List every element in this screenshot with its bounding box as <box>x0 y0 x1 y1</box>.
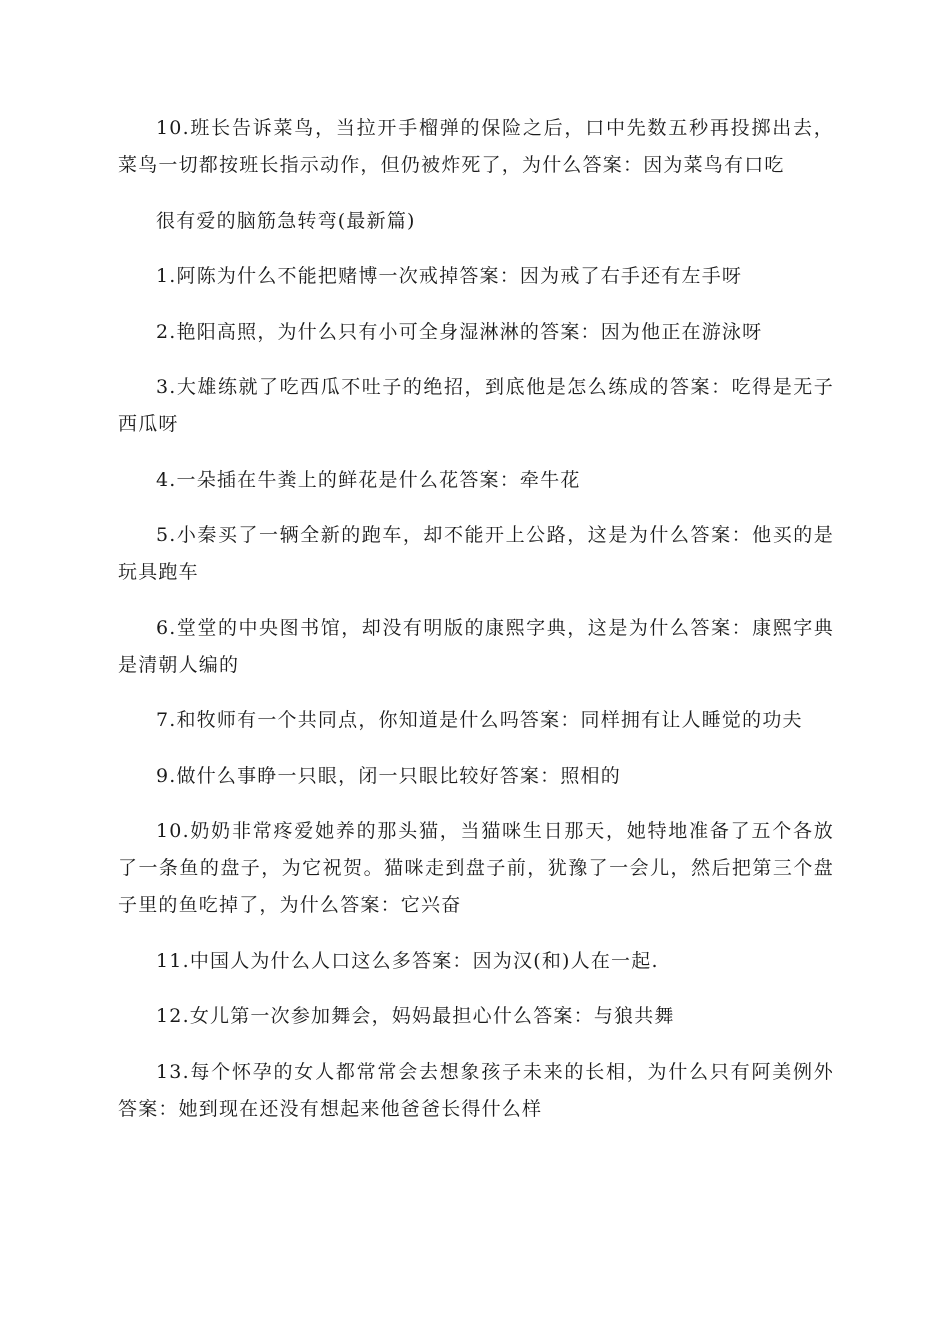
paragraph-riddle-12: 12.女儿第一次参加舞会，妈妈最担心什么答案：与狼共舞 <box>156 1005 675 1027</box>
paragraph-riddle-1: 1.阿陈为什么不能把赌博一次戒掉答案：因为戒了右手还有左手呀 <box>156 265 743 287</box>
section-heading: 很有爱的脑筋急转弯(最新篇) <box>156 209 416 232</box>
paragraph-riddle-3: 3.大雄练就了吃西瓜不吐子的绝招，到底他是怎么练成的答案：吃得是无子西瓜呀 <box>118 376 834 435</box>
document-body <box>118 110 834 1146</box>
paragraph-riddle-10-grenade: 10.班长告诉菜鸟，当拉开手榴弹的保险之后，口中先数五秒再投掷出去，菜鸟一切都按班长指示动作，但仍被炸死了，为什么答案：因为菜鸟有口吃 <box>118 117 834 176</box>
paragraph-riddle-4: 4.一朵插在牛粪上的鲜花是什么花答案：牵牛花 <box>156 468 581 491</box>
paragraph-riddle-7: 7.和牧师有一个共同点，你知道是什么吗答案：同样拥有让人睡觉的功夫 <box>156 709 803 731</box>
paragraph-riddle-2: 2.艳阳高照，为什么只有小可全身湿淋淋的答案：因为他正在游泳呀 <box>156 320 763 343</box>
paragraph-riddle-11: 11.中国人为什么人口这么多答案：因为汉(和)人在一起. <box>156 949 659 972</box>
paragraph-riddle-5: 5.小秦买了一辆全新的跑车，却不能开上公路，这是为什么答案：他买的是玩具跑车 <box>118 524 834 583</box>
paragraph-riddle-9: 9.做什么事睁一只眼，闭一只眼比较好答案：照相的 <box>156 764 621 787</box>
paragraph-riddle-10-cat: 10.奶奶非常疼爱她养的那头猫，当猫咪生日那天，她特地准备了五个各放了一条鱼的盘子，为它祝贺。猫咪走到盘子前，犹豫了一会儿，然后把第三个盘子里的鱼吃掉了，为什么答案：它兴奋 <box>118 820 834 916</box>
paragraph-riddle-13: 13.每个怀孕的女人都常常会去想象孩子未来的长相，为什么只有阿美例外答案：她到现在还没有想起来他爸爸长得什么样 <box>118 1060 834 1120</box>
paragraph-riddle-6: 6.堂堂的中央图书馆，却没有明版的康熙字典，这是为什么答案：康熙字典是清朝人编的 <box>118 616 834 676</box>
